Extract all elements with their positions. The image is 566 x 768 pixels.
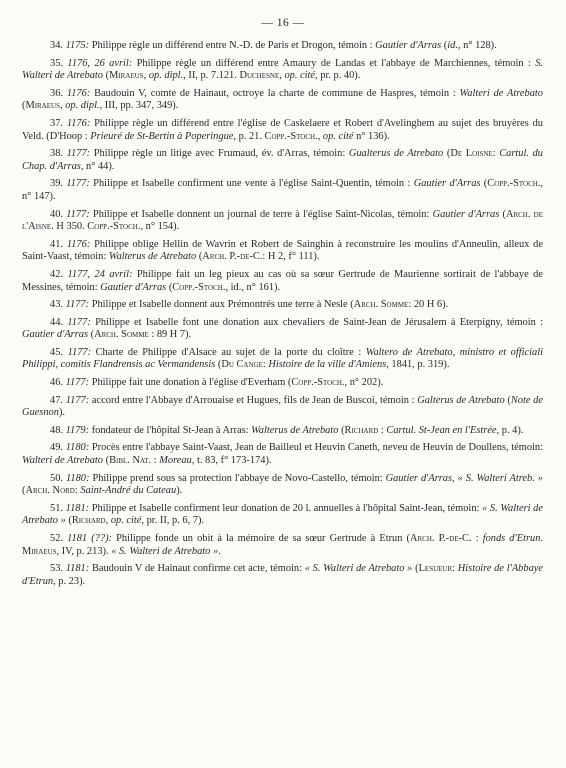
smallcaps-text: Miraeus	[22, 545, 57, 557]
entry-text: (	[65, 515, 72, 527]
entry-item	[22, 563, 543, 588]
entry-text: (	[215, 359, 222, 371]
entry-number: 35.	[50, 57, 63, 69]
italic-text: 1180:	[65, 442, 90, 454]
page-number: — 16 —	[261, 17, 305, 29]
entry-number: 36.	[50, 87, 63, 99]
italic-text: 1177, 24 avril:	[67, 268, 133, 280]
entry-text: , n° 128).	[457, 40, 497, 51]
italic-text: 1175:	[65, 40, 90, 51]
entry-text: Philippe règle un différend entre Amaury de Landas et l'abbaye de Marchiennes, témoin :	[132, 57, 536, 69]
entry-text: :	[471, 533, 483, 544]
entry-item	[22, 473, 543, 498]
entry-item	[22, 377, 543, 390]
entry-text: :	[151, 455, 160, 467]
entry-text: (	[103, 455, 110, 467]
italic-text: 1180:	[65, 472, 90, 484]
italic-text: « S. Walteri de Atrebato »	[22, 502, 543, 527]
italic-text: op. cité	[110, 515, 142, 527]
entry-number: 53.	[50, 563, 63, 575]
entry-text: :	[452, 563, 458, 575]
entry-text: Philippe et Isabelle confirment une vente à l'église Saint-Quentin, témoin :	[89, 178, 414, 190]
italic-text: 1177:	[66, 178, 90, 190]
italic-text: Histoire de l'Abbaye d'Etrun	[22, 563, 543, 587]
entry-number: 45.	[50, 346, 63, 358]
entry-text: (	[504, 394, 511, 406]
entry-text: .	[218, 545, 221, 557]
entry-number: 44.	[50, 316, 63, 328]
smallcaps-text: Copp.-Stoch.	[291, 377, 345, 389]
entry-text: (	[443, 148, 451, 160]
italic-text: Cartul. du Chap. d'Arras	[22, 148, 543, 172]
entry-text: (	[166, 281, 173, 293]
entry-text: , 1841, p. 319).	[386, 359, 450, 371]
entry-item	[22, 503, 543, 528]
entry-item	[22, 148, 543, 173]
entry-text: (	[480, 178, 488, 190]
italic-text: Walteri de Atrebato	[22, 455, 104, 467]
entry-text: Philippe prend sous sa protection l'abbaye de Novo-Castello, témoin:	[89, 472, 386, 484]
smallcaps-text: Arch. Nord	[25, 485, 75, 497]
italic-text: op. cité	[322, 130, 354, 142]
entry-number: 48.	[50, 424, 63, 436]
smallcaps-text: Miraeus	[109, 70, 144, 82]
entry-list	[22, 40, 543, 593]
italic-text: Gualterus de Atrebato	[348, 148, 444, 160]
italic-text: op. dipl.	[148, 70, 184, 82]
entry-text: , p. 23).	[53, 575, 86, 587]
entry-text: n° 136).	[353, 130, 390, 142]
entry-number: 46.	[50, 377, 63, 389]
entry-text: , p. 21.	[233, 130, 265, 142]
italic-text: Note de Guesnon	[22, 394, 543, 419]
entry-text: Philippe et Isabelle confirment leur donation de 20 l. annuelles à l'hôpital Saint-Jean, témoin:	[89, 502, 483, 514]
entry-text: (	[412, 563, 419, 575]
italic-text: 1177:	[65, 377, 90, 389]
entry-text: (	[88, 329, 95, 341]
entry-item	[22, 209, 543, 234]
entry-item	[22, 317, 543, 342]
italic-text: 1177:	[65, 299, 90, 311]
entry-item	[22, 178, 543, 203]
entry-text: : H 2, f° 111).	[262, 251, 320, 263]
entry-text: Philippe et Isabelle donnent aux Prémontrés une terre à Nesle (	[89, 299, 354, 311]
italic-text: Gautier d'Arras	[432, 208, 500, 220]
entry-number: 52.	[50, 533, 63, 544]
italic-text: Gautier d'Arras, « S. Walteri Atreb. »	[385, 472, 543, 484]
entry-item	[22, 118, 543, 143]
entry-text: , IV, p. 213).	[56, 545, 112, 557]
entry-text: (	[196, 251, 203, 263]
smallcaps-text: Arch. Somme	[353, 299, 409, 311]
entry-text: , n° 44).	[80, 160, 115, 172]
entry-text: Philippe et Isabelle donnent un journal de terre à l'église Saint-Nicolas, témoin:	[89, 208, 433, 220]
entry-text: , II, p. 7.121.	[183, 70, 240, 82]
italic-text: Moreau	[159, 455, 192, 467]
italic-text: 1176:	[66, 238, 91, 250]
entry-text: , id., n° 161).	[225, 281, 281, 293]
italic-text: Gautier d'Arras	[100, 281, 167, 293]
entry-text: Philippe fait un leg pieux au cas où sa sœur Gertrude de Maurienne sortirait de l'abbaye de Messines, témoin:	[22, 268, 543, 293]
entry-number: 40.	[50, 208, 63, 220]
entry-item	[22, 269, 543, 294]
italic-text: 1177:	[65, 394, 90, 406]
entry-item	[22, 58, 543, 83]
entry-item	[22, 442, 543, 467]
entry-text: , n° 147).	[22, 178, 544, 202]
smallcaps-text: Arch. Somme	[94, 329, 149, 341]
entry-item	[22, 299, 543, 312]
entry-text: (	[22, 485, 26, 497]
entry-text: :	[74, 485, 81, 497]
italic-text: 1181:	[65, 502, 90, 514]
italic-text: 1176:	[66, 87, 91, 99]
entry-number: 37.	[50, 117, 63, 129]
entry-text: Charte de Philippe d'Alsace au sujet de la porte du cloître :	[91, 346, 366, 358]
smallcaps-text: Richard	[71, 515, 106, 527]
entry-text: , III, pp. 347, 349).	[99, 100, 179, 112]
entry-text: ,	[279, 70, 285, 82]
entry-text: Philippe règle un différend entre N.-D. de Paris et Drogon, témoin :	[89, 40, 376, 51]
entry-text: Philippe oblige Hellin de Wavrin et Robert de Sainghin à reconstruire les moulins d'Anneulin, alleux de Saint-Vaast, témoin:	[22, 238, 543, 263]
entry-text: , pr. p. 40).	[315, 70, 361, 82]
entry-text: Philippe fait une donation à l'église d'Everham (	[89, 377, 292, 389]
entry-text: Baudouin V, comte de Hainaut, octroye la charte de commune de Haspres, témoin :	[90, 87, 460, 99]
entry-item	[22, 88, 543, 113]
entry-item	[22, 239, 543, 264]
smallcaps-text: Copp.-Stoch.	[487, 178, 541, 190]
entry-text: : 20 H 6).	[408, 299, 449, 311]
italic-text: Walteri de Atrebato	[459, 87, 543, 99]
smallcaps-text: Arch. de l'Aisne	[22, 208, 543, 233]
entry-text: Philippe et Isabelle font une donation aux chevaliers de Saint-Jean de Jérusalem à Eterpigny, témoin :	[90, 316, 543, 328]
entry-number: 50.	[50, 472, 63, 484]
entry-text: , n° 154).	[140, 221, 180, 233]
italic-text: Gautier d'Arras	[413, 178, 481, 190]
smallcaps-text: Arch. P.-de-C.	[409, 533, 472, 544]
entry-number: 43.	[50, 299, 63, 311]
entry-text: Philippe fonde un obit à la mémoire de sa sœur Gertrude à Etrun (	[112, 533, 410, 544]
entry-text: ,	[105, 515, 111, 527]
italic-text: 1177:	[67, 346, 92, 358]
italic-text: 1181 (??):	[67, 533, 112, 544]
entry-number: 49.	[50, 442, 63, 454]
entry-text: Baudouin V de Hainaut confirme cet acte, témoin:	[89, 563, 305, 575]
entry-text: ).	[58, 407, 66, 419]
smallcaps-text: Copp.-Stoch.	[264, 130, 318, 142]
smallcaps-text: Arch. P.-de-C.	[202, 251, 263, 263]
entry-text: (	[103, 70, 110, 82]
smallcaps-text: De Loisne	[450, 148, 493, 160]
entry-number: 47.	[50, 394, 63, 406]
smallcaps-text: Duchesne	[239, 70, 280, 82]
entry-item	[22, 40, 543, 53]
italic-text: 1177:	[67, 316, 91, 328]
italic-text: Cartul. St-Jean en l'Estrée	[386, 424, 497, 436]
smallcaps-text: Du Cange	[221, 359, 263, 371]
italic-text: 1177:	[66, 148, 91, 160]
entry-number: 34.	[50, 40, 63, 51]
italic-text: 1179:	[65, 424, 90, 436]
entry-text: , n° 202).	[344, 377, 384, 389]
entry-number: 39.	[50, 178, 63, 190]
smallcaps-text: Bibl. Nat.	[109, 455, 152, 467]
entry-text: , t. 83, f° 173-174).	[191, 455, 272, 467]
italic-text: id.	[447, 40, 458, 51]
entry-item	[22, 395, 543, 420]
entry-text: ,	[317, 130, 323, 142]
entry-text: , pr. II, p. 6, 7).	[141, 515, 205, 527]
italic-text: Histoire de la ville d'Amiens	[268, 359, 387, 371]
entry-text: (	[338, 424, 345, 436]
entry-text: , p. 4).	[496, 424, 524, 436]
smallcaps-text: Copp.-Stoch.	[172, 281, 226, 293]
entry-text: :	[492, 148, 500, 160]
italic-text: 1181:	[65, 563, 90, 575]
italic-text: op. dipl.	[65, 100, 100, 112]
italic-text: S. Walteri de Atrebato	[22, 57, 543, 82]
entry-number: 38.	[50, 148, 63, 160]
entry-text: :	[262, 359, 269, 371]
smallcaps-text: Miraeus	[25, 100, 60, 112]
entry-number: 51.	[50, 502, 63, 514]
italic-text: « S. Walteri de Atrebato »	[111, 545, 219, 557]
entry-text: Philippe règle un différend entre l'église de Caskelaere et Robert d'Avelinghem au sujet des bruyères du Veld. (D'Hoop :	[22, 117, 543, 142]
entry-item	[22, 425, 543, 438]
entry-text: (	[441, 40, 448, 51]
entry-text: Procès entre l'abbaye Saint-Vaast, Jean de Bailleul et Heuvin Caneth, neveu de Heuvin de Doullens, témoin:	[89, 442, 543, 454]
italic-text: Waltero de Atrebato, ministro et officiali Philippi, comitis Flandrensis ac Vermandensis	[22, 346, 543, 371]
entry-item	[22, 533, 543, 558]
italic-text: 1177:	[66, 208, 90, 220]
entry-text: fondateur de l'hôpital St-Jean à Arras:	[89, 424, 252, 436]
italic-text: « S. Walteri de Atrebato »	[304, 563, 413, 575]
entry-text: ,	[60, 100, 66, 112]
italic-text: 1176, 26 avril:	[67, 57, 133, 69]
entry-item	[22, 347, 543, 372]
entry-text: :	[378, 424, 387, 436]
entry-text: (	[22, 100, 26, 112]
italic-text: Gautier d'Arras	[375, 40, 442, 51]
entry-text: ).	[176, 485, 183, 497]
entry-text: ,	[143, 70, 149, 82]
entry-text: (	[499, 208, 506, 220]
entry-number: 42.	[50, 268, 63, 280]
entry-text: accord entre l'Abbaye d'Arrouaise et Hugues, fils de Jean de Buscoi, témoin :	[89, 394, 418, 406]
smallcaps-text: Richard	[344, 424, 379, 436]
italic-text: Walterus de Atrebato	[108, 251, 197, 263]
entry-number: 41.	[50, 238, 63, 250]
smallcaps-text: Copp.-Stoch.	[87, 221, 141, 233]
smallcaps-text: Lesueur	[418, 563, 453, 575]
entry-text: . H 350.	[51, 221, 88, 233]
italic-text: Gautier d'Arras	[22, 329, 89, 341]
italic-text: op. cité	[284, 70, 316, 82]
italic-text: 1176:	[66, 117, 91, 129]
italic-text: Saint-André du Cateau	[80, 485, 177, 497]
entry-text: : 89 H 7).	[148, 329, 192, 341]
italic-text: Prieuré de St-Bertin à Poperingue	[90, 130, 234, 142]
italic-text: fonds d'Etrun	[482, 533, 541, 544]
italic-text: Galterus de Atrebato	[417, 394, 505, 406]
italic-text: Walterus de Atrebato	[251, 424, 339, 436]
entry-text: .	[540, 533, 543, 544]
entry-text: Philippe règle un litige avec Frumaud, év. d'Arras, témoin:	[90, 148, 349, 160]
